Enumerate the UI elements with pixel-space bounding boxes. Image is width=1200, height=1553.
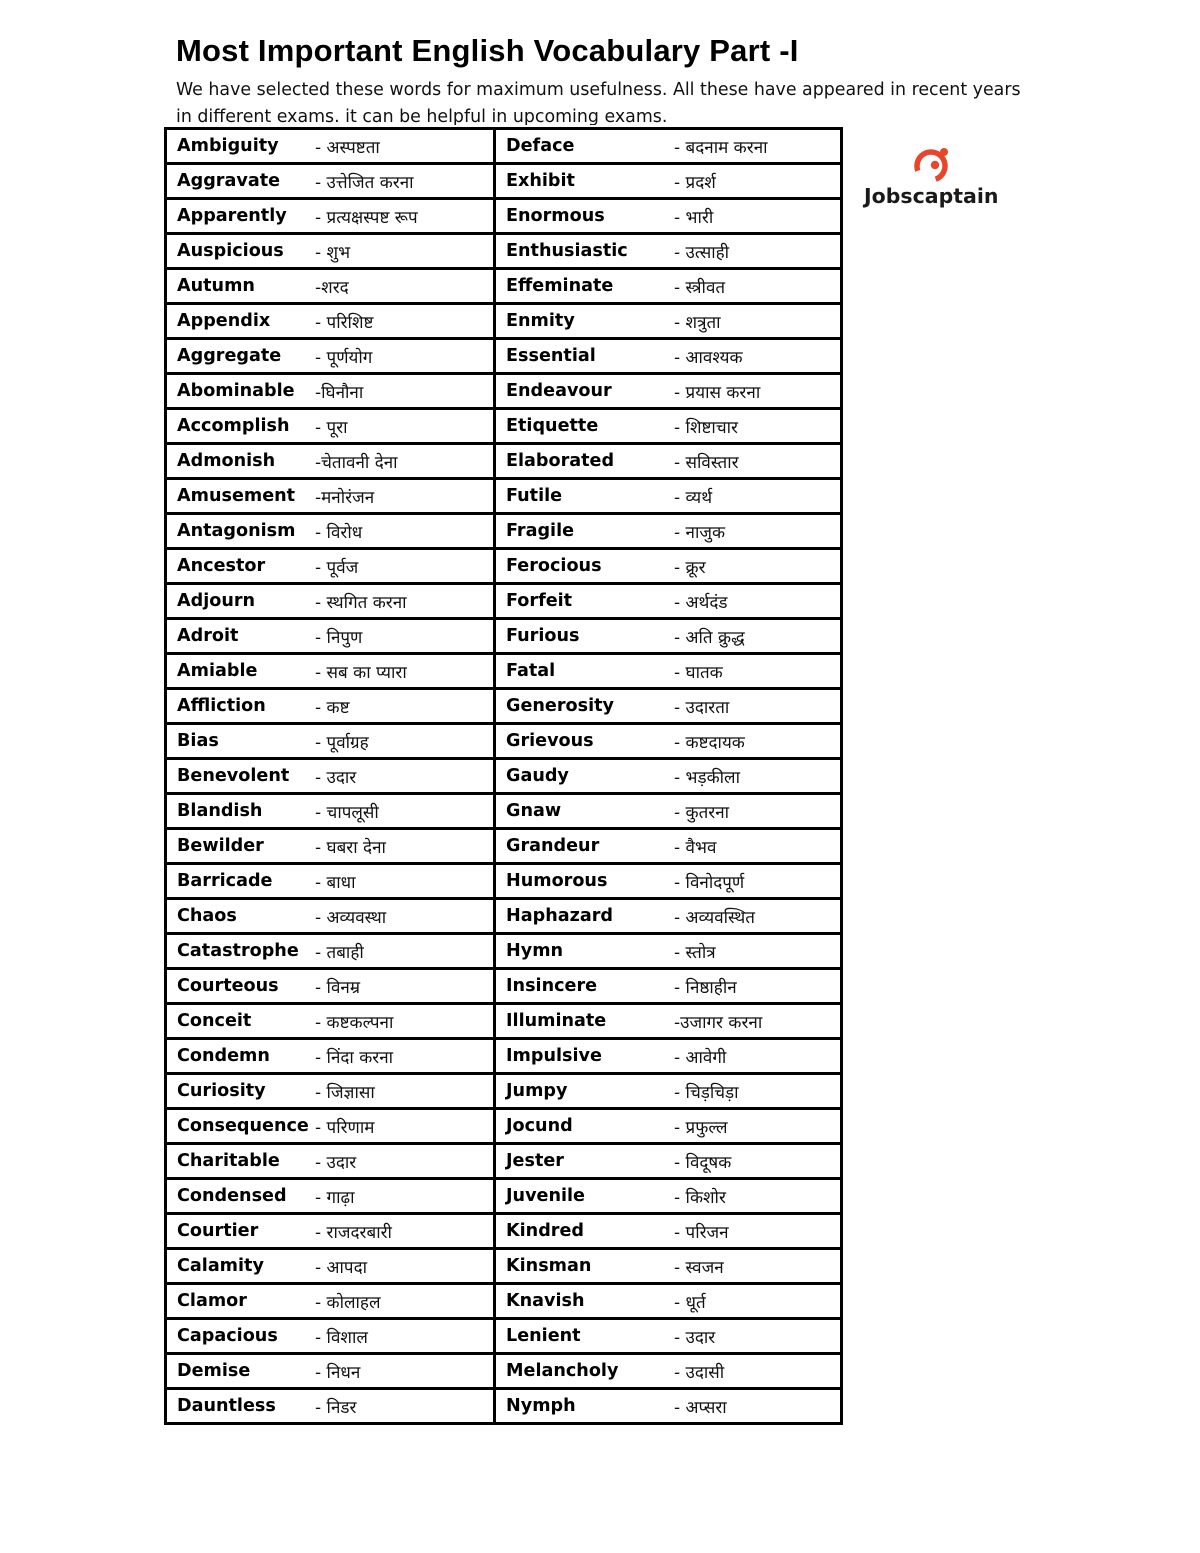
hindi-meaning: - वैभव — [674, 837, 717, 858]
english-word: Knavish — [506, 1291, 585, 1311]
vocab-cell-right — [495, 444, 842, 479]
english-word: Aggravate — [177, 171, 281, 191]
vocab-cell-left — [166, 1109, 495, 1144]
hindi-meaning: - उदार — [315, 1152, 357, 1173]
vocabulary-table-body — [166, 129, 842, 1424]
hindi-meaning: - सब का प्यारा — [315, 662, 407, 683]
vocab-cell-right — [495, 1319, 842, 1354]
vocab-cell-left — [166, 339, 495, 374]
english-word: Endeavour — [506, 381, 612, 401]
english-word: Generosity — [506, 696, 614, 716]
hindi-meaning: - अव्यवस्था — [315, 907, 387, 928]
hindi-meaning: - अति क्रुद्ध — [674, 627, 745, 648]
hindi-meaning: - निंदा करना — [315, 1047, 394, 1068]
hindi-meaning: - पूरा — [315, 417, 348, 438]
english-word: Enthusiastic — [506, 241, 628, 261]
vocab-cell-left — [166, 479, 495, 514]
hindi-meaning: - शिष्टाचार — [674, 417, 738, 438]
vocab-cell-right — [495, 1179, 842, 1214]
english-word: Lenient — [506, 1326, 581, 1346]
table-row — [166, 829, 842, 864]
hindi-meaning: - विनोदपूर्ण — [674, 872, 745, 893]
vocab-cell-left — [166, 444, 495, 479]
english-word: Abominable — [177, 381, 295, 401]
hindi-meaning: - स्थगित करना — [315, 592, 407, 613]
vocab-cell-right — [495, 269, 842, 304]
hindi-meaning: - तबाही — [315, 942, 364, 963]
english-word: Amiable — [177, 661, 258, 681]
vocab-cell-left — [166, 584, 495, 619]
english-word: Hymn — [506, 941, 564, 961]
english-word: Haphazard — [506, 906, 613, 926]
english-word: Bewilder — [177, 836, 264, 856]
vocab-cell-left — [166, 199, 495, 234]
hindi-meaning: - अस्पष्टता — [315, 137, 380, 158]
hindi-meaning: - परिणाम — [315, 1117, 375, 1138]
vocab-cell-left — [166, 1389, 495, 1424]
hindi-meaning: - स्तोत्र — [674, 942, 716, 963]
vocab-cell-left — [166, 1354, 495, 1389]
vocab-cell-left — [166, 1214, 495, 1249]
vocab-cell-right — [495, 374, 842, 409]
vocab-cell-left — [166, 1319, 495, 1354]
vocab-cell-right — [495, 689, 842, 724]
vocab-cell-left — [166, 269, 495, 304]
hindi-meaning: - अव्यवस्थित — [674, 907, 755, 928]
hindi-meaning: - प्रयास करना — [674, 382, 761, 403]
english-word: Illuminate — [506, 1011, 607, 1031]
english-word: Amusement — [177, 486, 296, 506]
vocab-cell-right — [495, 1249, 842, 1284]
jobscaptain-logo-icon — [914, 146, 954, 186]
hindi-meaning: - अर्थदंड — [674, 592, 728, 613]
english-word: Enmity — [506, 311, 575, 331]
english-word: Calamity — [177, 1256, 264, 1276]
vocab-cell-right — [495, 619, 842, 654]
table-row — [166, 409, 842, 444]
english-word: Condemn — [177, 1046, 270, 1066]
table-row — [166, 479, 842, 514]
hindi-meaning: - राजदरबारी — [315, 1222, 392, 1243]
vocab-cell-right — [495, 794, 842, 829]
vocab-cell-right — [495, 304, 842, 339]
vocab-cell-left — [166, 164, 495, 199]
vocabulary-table — [164, 127, 843, 1425]
hindi-meaning: - निपुण — [315, 627, 363, 648]
english-word: Melancholy — [506, 1361, 619, 1381]
vocab-cell-right — [495, 549, 842, 584]
vocab-cell-right — [495, 654, 842, 689]
table-row — [166, 724, 842, 759]
hindi-meaning: - बाधा — [315, 872, 356, 893]
hindi-meaning: - शुभ — [315, 242, 351, 263]
vocab-cell-left — [166, 304, 495, 339]
table-row — [166, 584, 842, 619]
vocab-cell-left — [166, 234, 495, 269]
english-word: Nymph — [506, 1396, 576, 1416]
hindi-meaning: - निधन — [315, 1362, 361, 1383]
hindi-meaning: - भारी — [674, 207, 714, 228]
hindi-meaning: - आवश्यक — [674, 347, 743, 368]
table-row — [166, 759, 842, 794]
table-row — [166, 1039, 842, 1074]
hindi-meaning: - प्रफुल्ल — [674, 1117, 728, 1138]
hindi-meaning: - पूर्णयोग — [315, 347, 373, 368]
vocab-cell-left — [166, 129, 495, 164]
hindi-meaning: - अप्सरा — [674, 1397, 727, 1418]
vocab-cell-right — [495, 1074, 842, 1109]
english-word: Impulsive — [506, 1046, 602, 1066]
table-row — [166, 1109, 842, 1144]
hindi-meaning: - विशाल — [315, 1327, 368, 1348]
english-word: Ferocious — [506, 556, 602, 576]
vocab-cell-left — [166, 514, 495, 549]
table-row — [166, 934, 842, 969]
english-word: Aggregate — [177, 346, 282, 366]
english-word: Gnaw — [506, 801, 562, 821]
vocab-cell-left — [166, 934, 495, 969]
english-word: Curiosity — [177, 1081, 266, 1101]
vocab-cell-right — [495, 864, 842, 899]
vocab-cell-right — [495, 129, 842, 164]
hindi-meaning: - कष्टकल्पना — [315, 1012, 394, 1033]
vocab-cell-right — [495, 1109, 842, 1144]
hindi-meaning: - आपदा — [315, 1257, 367, 1278]
english-word: Appendix — [177, 311, 271, 331]
table-row — [166, 444, 842, 479]
english-word: Chaos — [177, 906, 237, 926]
hindi-meaning: - पूर्वाग्रह — [315, 732, 369, 753]
english-word: Clamor — [177, 1291, 247, 1311]
english-word: Forfeit — [506, 591, 573, 611]
hindi-meaning: - चिड़चिड़ा — [674, 1082, 739, 1103]
table-row — [166, 304, 842, 339]
english-word: Exhibit — [506, 171, 575, 191]
vocab-cell-right — [495, 409, 842, 444]
english-word: Consequence — [177, 1116, 309, 1136]
page-title: Most Important English Vocabulary Part -I — [176, 33, 799, 68]
table-row — [166, 794, 842, 829]
logo-wordmark: Jobscaptain — [864, 184, 999, 208]
hindi-meaning: - धूर्त — [674, 1292, 706, 1313]
table-row — [166, 1389, 842, 1424]
english-word: Humorous — [506, 871, 608, 891]
table-row — [166, 1319, 842, 1354]
english-word: Etiquette — [506, 416, 599, 436]
english-word: Grievous — [506, 731, 594, 751]
english-word: Essential — [506, 346, 596, 366]
hindi-meaning: - आवेगी — [674, 1047, 727, 1068]
english-word: Apparently — [177, 206, 287, 226]
table-row — [166, 1144, 842, 1179]
english-word: Courtier — [177, 1221, 259, 1241]
hindi-meaning: - कोलाहल — [315, 1292, 381, 1313]
hindi-meaning: - उदासी — [674, 1362, 725, 1383]
vocab-cell-right — [495, 234, 842, 269]
vocab-cell-right — [495, 724, 842, 759]
english-word: Fatal — [506, 661, 556, 681]
hindi-meaning: - उदार — [674, 1327, 716, 1348]
english-word: Auspicious — [177, 241, 284, 261]
hindi-meaning: -चेतावनी देना — [315, 452, 398, 473]
vocab-cell-right — [495, 759, 842, 794]
vocab-cell-left — [166, 724, 495, 759]
vocab-cell-left — [166, 1249, 495, 1284]
hindi-meaning: - उत्तेजित करना — [315, 172, 414, 193]
hindi-meaning: - शत्रुता — [674, 312, 721, 333]
vocab-cell-right — [495, 479, 842, 514]
table-row — [166, 864, 842, 899]
english-word: Dauntless — [177, 1396, 276, 1416]
vocab-cell-left — [166, 794, 495, 829]
hindi-meaning: - क्रूर — [674, 557, 706, 578]
english-word: Juvenile — [506, 1186, 585, 1206]
vocab-cell-left — [166, 829, 495, 864]
vocab-cell-left — [166, 1039, 495, 1074]
vocab-cell-right — [495, 1039, 842, 1074]
vocab-cell-left — [166, 899, 495, 934]
vocab-cell-left — [166, 654, 495, 689]
vocab-cell-right — [495, 584, 842, 619]
hindi-meaning: - प्रदर्श — [674, 172, 716, 193]
hindi-meaning: - कुतरना — [674, 802, 730, 823]
vocab-cell-left — [166, 1144, 495, 1179]
vocab-cell-right — [495, 1004, 842, 1039]
hindi-meaning: - सविस्तार — [674, 452, 739, 473]
hindi-meaning: - उदारता — [674, 697, 730, 718]
hindi-meaning: - व्यर्थ — [674, 487, 713, 508]
hindi-meaning: - पूर्वज — [315, 557, 359, 578]
english-word: Blandish — [177, 801, 263, 821]
vocab-cell-right — [495, 829, 842, 864]
vocab-cell-left — [166, 619, 495, 654]
english-word: Insincere — [506, 976, 598, 996]
hindi-meaning: - विनम्र — [315, 977, 360, 998]
table-row — [166, 269, 842, 304]
table-row — [166, 1004, 842, 1039]
vocab-cell-left — [166, 864, 495, 899]
table-row — [166, 1074, 842, 1109]
vocab-cell-right — [495, 899, 842, 934]
hindi-meaning: - परिशिष्ट — [315, 312, 374, 333]
vocab-cell-right — [495, 934, 842, 969]
hindi-meaning: -घिनौना — [315, 382, 364, 403]
english-word: Autumn — [177, 276, 255, 296]
table-row — [166, 1284, 842, 1319]
english-word: Affliction — [177, 696, 266, 716]
vocab-cell-right — [495, 1144, 842, 1179]
hindi-meaning: - प्रत्यक्षस्पष्ट रूप — [315, 207, 418, 228]
hindi-meaning: - किशोर — [674, 1187, 726, 1208]
hindi-meaning: - निष्ठाहीन — [674, 977, 737, 998]
hindi-meaning: - उत्साही — [674, 242, 730, 263]
table-row — [166, 1214, 842, 1249]
hindi-meaning: - विदूषक — [674, 1152, 732, 1173]
vocab-cell-left — [166, 1284, 495, 1319]
vocab-cell-right — [495, 969, 842, 1004]
vocab-cell-right — [495, 164, 842, 199]
vocab-cell-left — [166, 1004, 495, 1039]
vocab-cell-left — [166, 409, 495, 444]
table-row — [166, 1354, 842, 1389]
vocab-cell-left — [166, 374, 495, 409]
vocab-cell-right — [495, 1389, 842, 1424]
hindi-meaning: - स्त्रीवत — [674, 277, 726, 298]
table-row — [166, 374, 842, 409]
english-word: Antagonism — [177, 521, 296, 541]
hindi-meaning: - परिजन — [674, 1222, 729, 1243]
english-word: Furious — [506, 626, 580, 646]
vocab-cell-left — [166, 1074, 495, 1109]
english-word: Adroit — [177, 626, 239, 646]
hindi-meaning: -उजागर करना — [674, 1012, 763, 1033]
hindi-meaning: - उदार — [315, 767, 357, 788]
table-row — [166, 164, 842, 199]
english-word: Deface — [506, 136, 575, 156]
hindi-meaning: - विरोध — [315, 522, 363, 543]
english-word: Demise — [177, 1361, 251, 1381]
vocab-cell-right — [495, 1354, 842, 1389]
hindi-meaning: - स्वजन — [674, 1257, 724, 1278]
english-word: Enormous — [506, 206, 605, 226]
english-word: Futile — [506, 486, 563, 506]
hindi-meaning: - गाढ़ा — [315, 1187, 355, 1208]
hindi-meaning: - कष्टदायक — [674, 732, 745, 753]
table-row — [166, 199, 842, 234]
table-row — [166, 129, 842, 164]
table-row — [166, 654, 842, 689]
hindi-meaning: - चापलूसी — [315, 802, 379, 823]
table-row — [166, 899, 842, 934]
english-word: Benevolent — [177, 766, 290, 786]
english-word: Catastrophe — [177, 941, 299, 961]
english-word: Ancestor — [177, 556, 266, 576]
english-word: Adjourn — [177, 591, 256, 611]
table-row — [166, 514, 842, 549]
english-word: Elaborated — [506, 451, 615, 471]
english-word: Gaudy — [506, 766, 569, 786]
hindi-meaning: -मनोरंजन — [315, 487, 375, 508]
english-word: Condensed — [177, 1186, 287, 1206]
english-word: Capacious — [177, 1326, 278, 1346]
english-word: Effeminate — [506, 276, 614, 296]
english-word: Bias — [177, 731, 219, 751]
vocab-cell-right — [495, 1214, 842, 1249]
hindi-meaning: - भड़कीला — [674, 767, 740, 788]
vocab-cell-right — [495, 1284, 842, 1319]
hindi-meaning: - कष्ट — [315, 697, 350, 718]
table-row — [166, 1249, 842, 1284]
english-word: Kindred — [506, 1221, 584, 1241]
table-row — [166, 234, 842, 269]
english-word: Jumpy — [506, 1081, 568, 1101]
english-word: Grandeur — [506, 836, 600, 856]
jobscaptain-logo — [862, 146, 1004, 212]
english-word: Kinsman — [506, 1256, 592, 1276]
english-word: Jocund — [506, 1116, 573, 1136]
english-word: Courteous — [177, 976, 279, 996]
hindi-meaning: - घातक — [674, 662, 723, 683]
hindi-meaning: - नाजुक — [674, 522, 726, 543]
english-word: Conceit — [177, 1011, 252, 1031]
hindi-meaning: - बदनाम करना — [674, 137, 768, 158]
intro-text: We have selected these words for maximum usefulness. All these have appeared in recent years in different exams. it can be helpful in upcoming exams. — [176, 80, 1021, 125]
english-word: Fragile — [506, 521, 575, 541]
hindi-meaning: -शरद — [315, 277, 349, 298]
table-row — [166, 689, 842, 724]
english-word: Charitable — [177, 1151, 280, 1171]
table-row — [166, 339, 842, 374]
table-row — [166, 1179, 842, 1214]
vocab-cell-right — [495, 514, 842, 549]
vocab-cell-left — [166, 549, 495, 584]
english-word: Admonish — [177, 451, 276, 471]
hindi-meaning: - घबरा देना — [315, 837, 386, 858]
vocab-cell-right — [495, 339, 842, 374]
table-row — [166, 549, 842, 584]
hindi-meaning: - निडर — [315, 1397, 357, 1418]
vocab-cell-left — [166, 759, 495, 794]
vocab-cell-left — [166, 969, 495, 1004]
hindi-meaning: - जिज्ञासा — [315, 1082, 375, 1103]
table-row — [166, 619, 842, 654]
vocab-cell-left — [166, 1179, 495, 1214]
vocab-cell-left — [166, 689, 495, 724]
table-row — [166, 969, 842, 1004]
english-word: Jester — [506, 1151, 564, 1171]
vocab-cell-right — [495, 199, 842, 234]
english-word: Accomplish — [177, 416, 290, 436]
english-word: Ambiguity — [177, 136, 279, 156]
english-word: Barricade — [177, 871, 273, 891]
